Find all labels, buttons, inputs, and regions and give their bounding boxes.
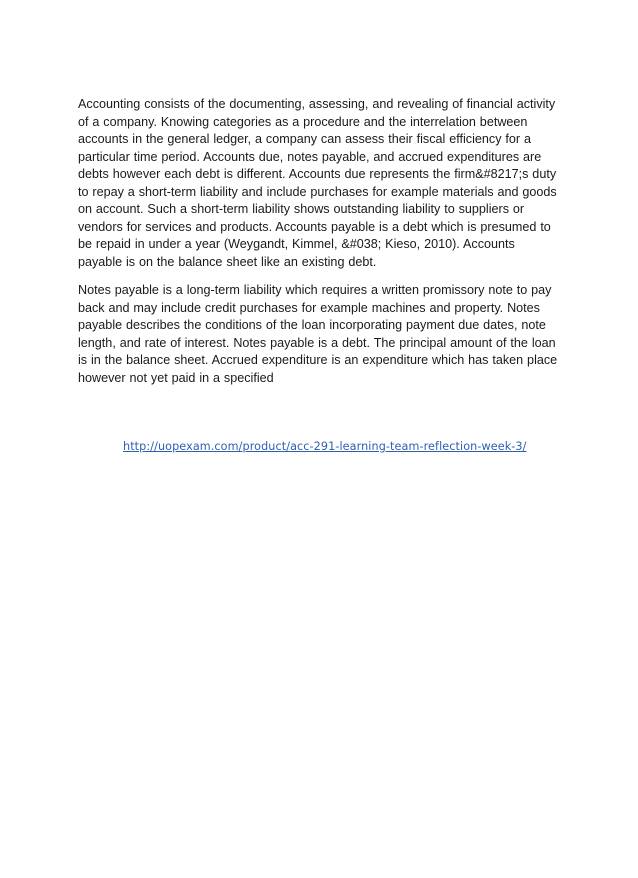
paragraph-accounting: Accounting consists of the documenting, assessing, and revealing of financial activity of a company. Knowing categories as a procedure and the interrelation between accounts in the general ledger, a company can assess their fiscal efficiency for a particular time period. Accounts due, notes payable, and accrued expenditures are debts however each debt is different. Accounts due represents the firm&#8217;s duty to repay a short-term liability and include purchases for example materials and goods on account. Such a short-term liability shows outstanding liability to suppliers or vendors for services and products. Accounts payable is a debt which is presumed to be repaid in under a year (Weygandt, Kimmel, &#038; Kieso, 2010). Accounts payable is on the balance sheet like an existing debt. <box>78 97 557 269</box>
paragraph-notes-payable: Notes payable is a long-term liability which requires a written promissory note to pay back and may include credit purchases for example machines and property. Notes payable describes the conditions of the loan incorporating payment due dates, note length, and rate of interest. Notes payable is a debt. The principal amount of the loan is in the balance sheet. Accrued expenditure is an expenditure which has taken place however not yet paid in a specified <box>78 283 558 385</box>
document-body <box>78 96 562 398</box>
product-link[interactable]: http://uopexam.com/product/acc-291-learning-team-reflection-week-3/ <box>123 440 527 453</box>
link-container <box>123 440 543 454</box>
